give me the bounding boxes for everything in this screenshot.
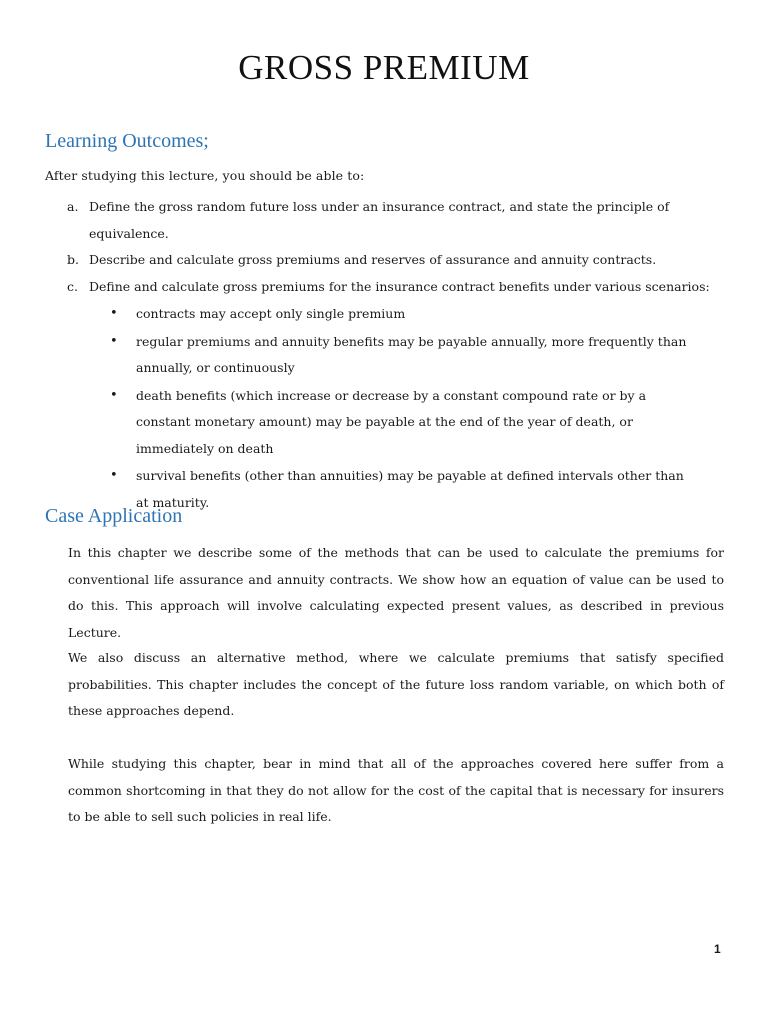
bullet-icon: • (110, 387, 118, 403)
outcome-text: Describe and calculate gross premiums and reserves of assurance and annuity contracts. (89, 252, 657, 267)
bullet-icon: • (110, 306, 118, 321)
scenario-bullet-item (110, 329, 696, 382)
scenario-bullet-text: regular premiums and annuity benefits may be payable annually, more frequently than annually, or continuously (136, 333, 687, 375)
case-paragraph: While studying this chapter, bear in mind that all of the approaches covered here suffer from a common shortcoming in that they do not allow for the cost of the capital that is necessary for insurers to be able to sell such policies in real life. (68, 756, 724, 824)
case-paragraph: We also discuss an alternative method, where we calculate premiums that satisfy specified probabilities. This chapter includes the concept of the future loss random variable, on which both of these approaches depend. (68, 650, 724, 718)
scenario-bullet-text: death benefits (which increase or decrease by a constant compound rate or by a constant monetary amount) may be payable at the end of the year of death, or immediately on death (136, 387, 647, 456)
bullet-icon: • (110, 468, 118, 483)
outcome-item (45, 194, 745, 247)
outcome-marker: b. (67, 252, 79, 267)
scenario-bullet-item (110, 383, 696, 463)
page-number: 1 (714, 942, 721, 956)
outcome-marker: a. (67, 199, 79, 214)
outcome-item (45, 247, 745, 274)
scenario-bullet-list (110, 301, 696, 516)
case-application-heading: Case Application (45, 505, 183, 527)
scenario-bullet-item (110, 301, 696, 328)
learning-outcomes-intro: After studying this lecture, you should be able to: (45, 168, 365, 183)
document-title: GROSS PREMIUM (238, 48, 530, 87)
learning-outcomes-list (45, 194, 745, 517)
scenario-bullet-text: contracts may accept only single premium (136, 306, 406, 321)
learning-outcomes-heading: Learning Outcomes; (45, 130, 209, 152)
scenario-bullet-text: survival benefits (other than annuities) may be payable at defined intervals other than at maturity. (136, 468, 684, 510)
outcome-marker: c. (67, 278, 78, 294)
outcome-item (45, 274, 745, 517)
case-paragraph: In this chapter we describe some of the methods that can be used to calculate the premiums for conventional life assurance and annuity contracts. We show how an equation of value can be used to do this. This approach will involve calculating expected present values, as described in previous Lecture. (68, 545, 724, 640)
bullet-icon: • (110, 333, 118, 349)
outcome-text: Define the gross random future loss under an insurance contract, and state the principle of equivalence. (89, 199, 670, 241)
outcome-text: Define and calculate gross premiums for the insurance contract benefits under various scenarios: (89, 278, 710, 294)
scenario-bullet-item (110, 463, 696, 516)
